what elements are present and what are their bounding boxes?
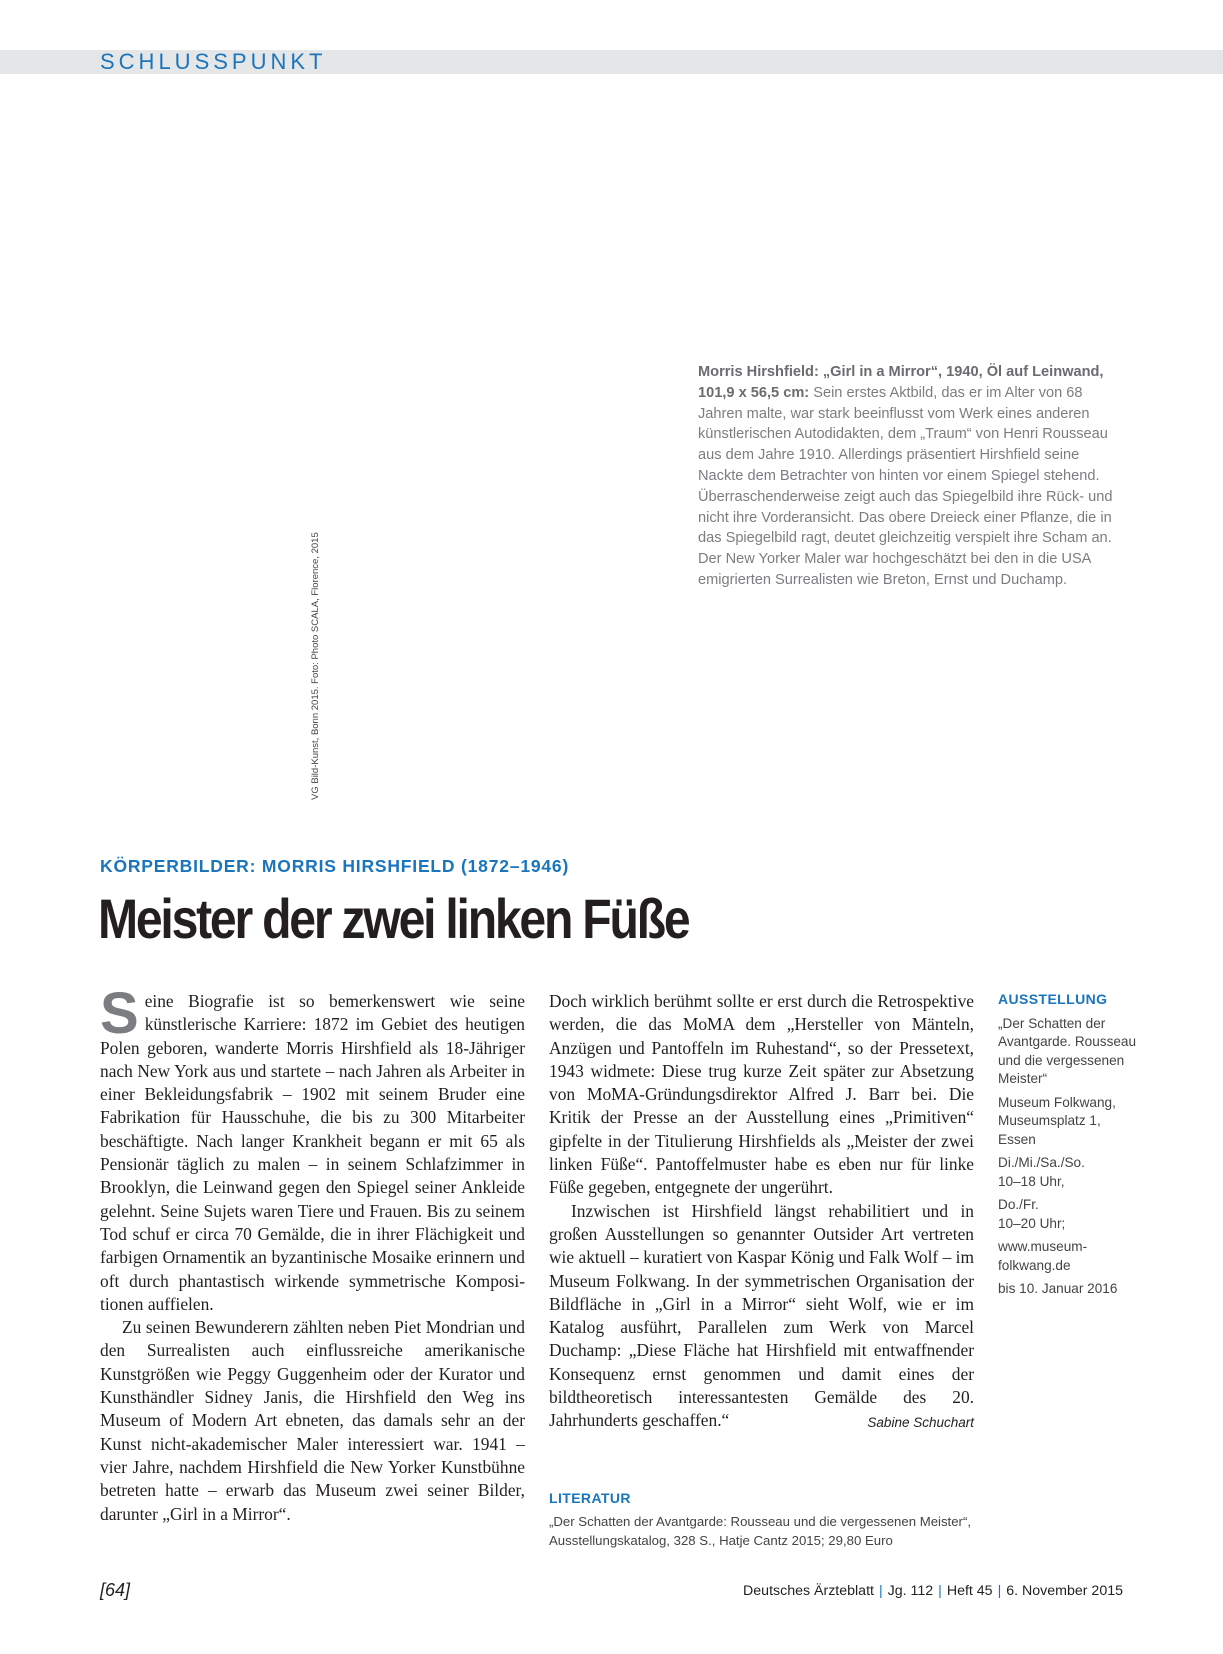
paragraph-1-text: eine Biografie ist so bemerkenswert wie seine künstlerische Karriere: 1872 im Gebiet des heutigen Polen geboren, wanderte Morris Hirshfield als 18-Jähriger nach New York aus und startete – nach Jahren als Arbeiter in einer Bekleidungsfabrik – 1902 mit seinem Bruder eine Fabrikation für Hausschuhe, die bis zu 300 Mitarbeiter beschäftigte. Nach langer Krankheit begann er mit 65 als Pensionär täglich zu malen – in seinem Schlafzimmer in Brooklyn, die Leinwand gegen den Spiegel seiner Ankleide gelehnt. Seine Sujets waren Tiere und Frauen. Bis zu seinem Tod schuf er circa 70 Gemälde, die in ihrer Flächigkeit und farbigen Ornamentik an byzantinische Mosaike erinnern und oft durch phantastisch wirkende symmetrische Kompositionen auffielen. <box>100 991 525 1314</box>
issue-date: 6. November 2015 <box>1006 1583 1123 1599</box>
caption-lead: Morris Hirshfield: „Girl in a Mirror“, 1940, Öl auf Leinwand, 101,9 x 56,5 cm: <box>698 364 1104 401</box>
paragraph-4-text: Inzwischen ist Hirshfield längst rehabilitiert und in großen Ausstellungen so genannter Outsider Art vertreten wie aktuell – kuratiert von Kaspar König und Falk Wolf – im Museum Folkwang. In der symmetrischen Organisation der Bildfläche in „Girl in a Mirror“ sieht Wolf, wie er im Katalog ausführt, Parallelen zum Werk von Marcel Duchamp: „Diese Fläche hat Hirshfield mit entwaffnender Konsequenz ernst genommen und damit eines der bildtheoretisch interessantesten Gemälde des 20. Jahrhunderts geschaffen.“ <box>549 1200 974 1431</box>
journal-issue: Heft 45 <box>946 1583 993 1599</box>
article-headline: Meister der zwei linken Füße <box>98 887 689 950</box>
page-number: [64] <box>100 1580 131 1600</box>
paragraph-3: Doch wirklich berühmt sollte er erst durch die Retrospektive werden, die das MoMA dem „Hersteller von Mänteln, Anzügen und Pantoffeln im Ruhestand“, so der Pressetext, 1943 widmete: Diese trug kurze Zeit später zur Absetzung von MoMA-Gründungsdirektor Alfred J. Barr bei. Die Kritik der Presse an der Ausstellung eines „Primitiven“ gipfelte in der Titulierung Hirshfields als „Meister der zwei linken Füße“. Pantoffelmuster habe es eben nur für linke Füße gegeben, entgegnete der ungerührt. <box>549 991 974 1198</box>
journal-name: Deutsches Ärzteblatt <box>743 1583 874 1599</box>
caption-body: Sein erstes Aktbild, das er im Alter von 68 Jahren malte, war stark beeinflusst vom Werk eines anderen künstlerischen Autodidakten, dem „Traum“ von Henri Rousseau aus dem Jahre 1910. Allerdings präsentiert Hirshfield seine Nackte dem Betrachter von hinten vor einem Spiegel stehend. Überraschenderweise zeigt auch das Spiegelbild ihre Rück- und nicht ihre Vorderansicht. Das obere Dreieck einer Pflanze, die in das Spiegelbild ragt, deutet gleichzeitig verspielt ihre Scham an. Der New Yorker Maler war hochgeschätzt bei den in die USA emigrierten Surrealisten wie Breton, Ernst und Duchamp. <box>698 384 1113 588</box>
article-kicker: KÖRPERBILDER: MORRIS HIRSHFIELD (1872–1946) <box>100 856 570 876</box>
drop-cap: S <box>100 981 139 1046</box>
paragraph-4 <box>549 1200 974 1433</box>
footer-publication-info <box>743 1583 1123 1599</box>
footer-separator: | <box>878 1583 883 1599</box>
exhibition-website: www.museum-folkwang.de <box>998 1239 1088 1273</box>
sidebar-heading: AUSSTELLUNG <box>998 991 1108 1007</box>
opening-days-1: Di./Mi./Sa./So. <box>998 1155 1085 1170</box>
literatur-heading: LITERATUR <box>549 1490 631 1506</box>
article-column-2 <box>549 990 974 1435</box>
opening-hours-2 <box>998 1196 1138 1233</box>
article-column-1 <box>100 981 525 1526</box>
footer-separator: | <box>997 1583 1002 1599</box>
journal-volume: Jg. 112 <box>887 1583 934 1599</box>
opening-time-1: 10–18 Uhr, <box>998 1173 1065 1189</box>
literatur-text: „Der Schatten der Avantgarde: Rousseau und die vergessenen Meister“, Ausstellungskatalog, 328 S., Hatje Cantz 2015; 29,80 Euro <box>549 1514 971 1548</box>
footer-separator: | <box>938 1583 942 1599</box>
opening-days-2: Do./Fr. <box>998 1197 1039 1212</box>
exhibition-sidebar <box>998 990 1138 1304</box>
paragraph-1 <box>100 981 525 1316</box>
image-caption <box>698 362 1128 591</box>
exhibition-end-date: bis 10. Januar 2016 <box>998 1281 1118 1296</box>
section-label: SCHLUSSPUNKT <box>100 49 327 74</box>
exhibition-title: „Der Schatten der Avantgarde. Rousseau und die vergessenen Meister“ <box>998 1015 1137 1086</box>
exhibition-venue: Museum Folkwang, Museumsplatz 1, Essen <box>998 1094 1116 1147</box>
opening-time-2: 10–20 Uhr; <box>998 1215 1066 1231</box>
photo-credit: VG Bild-Kunst, Bonn 2015. Foto: Photo SCALA, Florence, 2015 <box>310 532 321 800</box>
author-signature: Sabine Schuchart <box>867 1415 974 1431</box>
paragraph-2: Zu seinen Bewunderern zählten neben Piet Mondrian und den Surrealisten auch einflussreiche amerikanische Kunstgrößen wie Peggy Guggenheim oder der Kurator und Kunsthändler Sidney Janis, die Hirshfield den Weg ins Museum of Modern Art ebneten, das damals sehr an der Kunst nicht-akademischer Maler interessiert war. 1941 – vier Jahre, nachdem Hirshfield die New Yorker Kunstbühne betreten hatte – erwarb das Museum zwei seiner Bilder, darunter „Girl in a Mirror“. <box>100 1317 525 1524</box>
opening-hours-1 <box>998 1154 1138 1191</box>
